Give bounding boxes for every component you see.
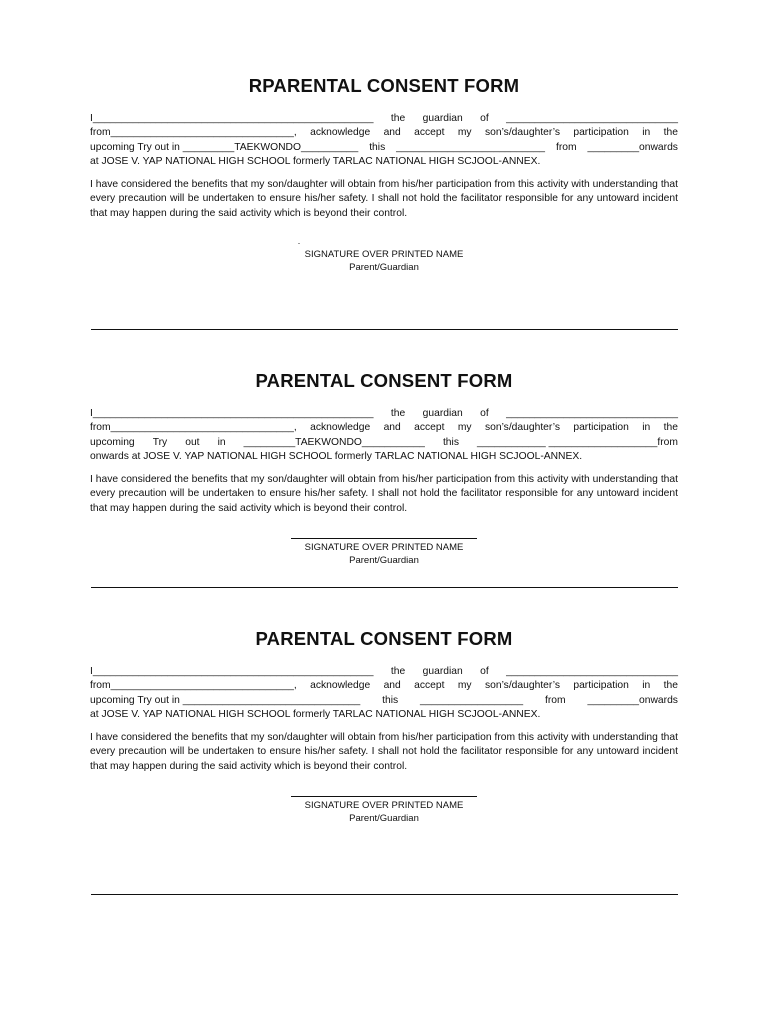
word: acknowledge (310, 127, 371, 139)
word: the (390, 666, 406, 677)
student-name-blank: ______________________________ (506, 666, 678, 677)
word: Try (152, 436, 168, 448)
signature-line (291, 796, 477, 797)
venue-text: at JOSE V. YAP NATIONAL HIGH SCHOOL formerly TARLAC NATIONAL HIGH SCJOOL-ANNEX. (90, 708, 541, 720)
activity-field: upcoming Try out in _______________________________ (90, 694, 361, 706)
word: in (217, 436, 226, 448)
consent-paragraph: I have considered the benefits that my son/daughter will obtain from his/her participation from this activity with understanding that every precaution will be undertaken to ensure his/her safety. I shall not hold the facilitator responsible for any untoward incident that may happen during the said activity which is beyond their control. (90, 474, 678, 514)
signature-line (291, 538, 477, 539)
section-blank: from________________________________, (90, 422, 297, 434)
word: the (663, 680, 678, 692)
text-line (90, 126, 678, 140)
word: guardian (422, 408, 463, 419)
word: in (642, 680, 651, 692)
end-date-blank: _________onwards (587, 141, 678, 153)
word: guardian (422, 666, 463, 677)
text-line (90, 421, 678, 435)
signature-role: Parent/Guardian (349, 813, 419, 825)
word: from (545, 694, 566, 706)
word: from (555, 141, 577, 153)
word: accept (414, 422, 445, 434)
consent-details (90, 112, 678, 169)
word: of (480, 666, 489, 677)
guardian-name-blank: I_________________________________________________ (90, 408, 374, 419)
signature-block (90, 235, 678, 274)
consent-form-2 (90, 369, 678, 567)
word: and (383, 422, 401, 434)
text-line (90, 665, 678, 679)
student-name-blank: ______________________________ (506, 113, 678, 124)
guardian-name-blank: I_________________________________________________ (90, 113, 374, 124)
word: acknowledge (310, 422, 371, 434)
word: in (642, 422, 651, 434)
signature-role: Parent/Guardian (349, 555, 419, 567)
text-line (90, 141, 678, 155)
word: this (369, 141, 386, 153)
text-line (90, 708, 678, 722)
word: the (663, 127, 678, 139)
form-title: PARENTAL CONSENT FORM (255, 628, 513, 649)
word: son’s/daughter’s (484, 422, 560, 434)
stray-mark: . (297, 236, 301, 247)
word: and (383, 680, 401, 692)
consent-form-3 (90, 627, 678, 825)
word: my (457, 422, 472, 434)
word: the (390, 113, 406, 124)
form-title: PARENTAL CONSENT FORM (255, 370, 513, 391)
section-blank: from________________________________, (90, 127, 297, 139)
date-blank: __________________ (420, 694, 524, 706)
text-line (90, 436, 678, 450)
text-line (90, 407, 678, 421)
signature-label: SIGNATURE OVER PRINTED NAME (304, 800, 464, 812)
activity-field: _________TAEKWONDO___________ (243, 436, 425, 448)
venue-text: at JOSE V. YAP NATIONAL HIGH SCHOOL formerly TARLAC NATIONAL HIGH SCJOOL-ANNEX. (90, 155, 541, 167)
word: son’s/daughter’s (484, 680, 560, 692)
word: participation (573, 127, 629, 139)
cut-line (91, 894, 678, 895)
signature-label: SIGNATURE OVER PRINTED NAME (304, 542, 464, 554)
word: this (442, 436, 459, 448)
word: accept (414, 680, 445, 692)
cut-line (91, 329, 678, 330)
end-date-blank: _________onwards (587, 694, 678, 706)
date-blank: __________________________ (396, 141, 546, 153)
word: upcoming (90, 436, 135, 448)
signature-role: Parent/Guardian (349, 262, 419, 274)
word: son’s/daughter’s (484, 127, 560, 139)
form-title: RPARENTAL CONSENT FORM (248, 75, 520, 96)
text-line (90, 450, 678, 464)
word: this (382, 694, 399, 706)
word: my (457, 680, 472, 692)
consent-details (90, 407, 678, 464)
word: participation (573, 680, 629, 692)
word: the (390, 408, 406, 419)
text-line (90, 155, 678, 169)
signature-block (90, 538, 678, 567)
word: and (383, 127, 401, 139)
section-blank: from________________________________, (90, 680, 297, 692)
word: guardian (422, 113, 463, 124)
word: the (663, 422, 678, 434)
consent-paragraph: I have considered the benefits that my son/daughter will obtain from his/her participation from this activity with understanding that every precaution will be undertaken to ensure his/her safety. I shall not hold the facilitator responsible for any untoward incident that may happen during the said activity which is beyond their control. (90, 732, 678, 772)
word: participation (573, 422, 629, 434)
cut-line (91, 587, 678, 588)
student-name-blank: ______________________________ (506, 408, 678, 419)
venue-text: onwards at JOSE V. YAP NATIONAL HIGH SCHOOL formerly TARLAC NATIONAL HIGH SCJOOL-ANNEX. (90, 450, 583, 462)
word: my (457, 127, 472, 139)
consent-form-1 (90, 74, 678, 274)
consent-paragraph: I have considered the benefits that my son/daughter will obtain from his/her participation from this activity with understanding that every precaution will be undertaken to ensure his/her safety. I shall not hold the facilitator responsible for any untoward incident that may happen during the said activity which is beyond their control. (90, 179, 678, 219)
text-line (90, 112, 678, 126)
consent-details (90, 665, 678, 722)
signature-label: SIGNATURE OVER PRINTED NAME (304, 249, 464, 261)
text-line (90, 679, 678, 693)
word: acknowledge (310, 680, 371, 692)
word: in (642, 127, 651, 139)
signature-block (90, 796, 678, 825)
date-blank: ____________ ___________________from (477, 436, 678, 448)
activity-field: upcoming Try out in _________TAEKWONDO__________ (90, 141, 359, 153)
word: out (185, 436, 200, 448)
word: of (480, 113, 489, 124)
word: accept (414, 127, 445, 139)
word: of (480, 408, 489, 419)
text-line (90, 694, 678, 708)
guardian-name-blank: I_________________________________________________ (90, 666, 374, 677)
